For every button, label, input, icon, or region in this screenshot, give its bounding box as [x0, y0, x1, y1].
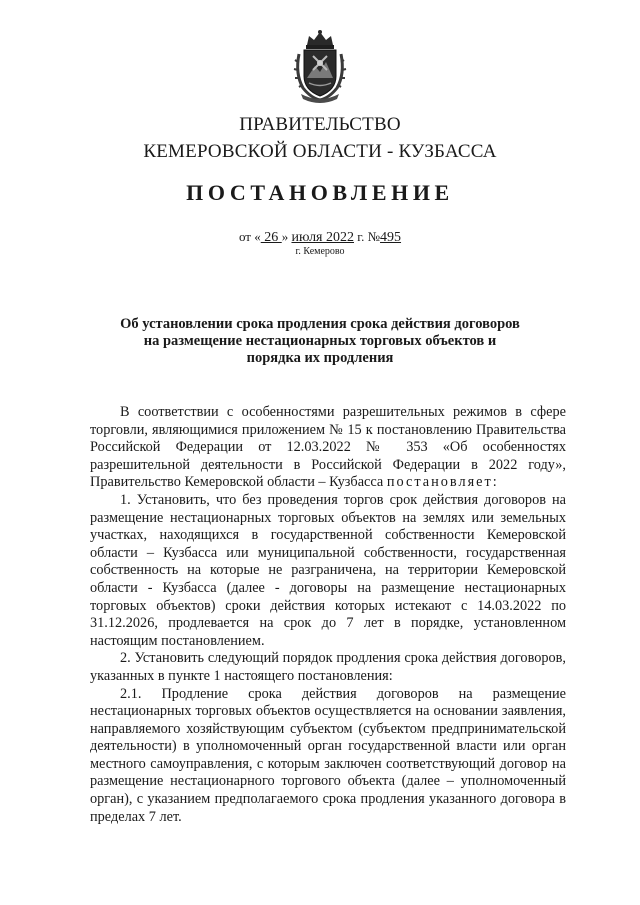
coat-of-arms-icon	[293, 28, 347, 103]
date-mid: »	[281, 229, 292, 244]
city-label: г. Кемерово	[295, 246, 345, 257]
paragraph-2: 2. Установить следующий порядок продления срока действия договоров, указанных в пункте 1 настоящего постановления:	[90, 650, 566, 684]
document-number: 495	[380, 230, 402, 245]
date-number-line	[0, 229, 640, 246]
date-month-year: июля 2022	[291, 230, 354, 245]
date-suffix: г. №	[354, 229, 381, 244]
intro-paragraph	[90, 404, 566, 492]
date-day: 26	[260, 230, 282, 245]
date-prefix: от «	[238, 229, 261, 244]
org-name-line1: ПРАВИТЕЛЬСТВО	[239, 114, 401, 135]
org-name-line2: КЕМЕРОВСКОЙ ОБЛАСТИ - КУЗБАССА	[143, 141, 497, 162]
intro-text: В соответствии с особенностями разрешительных режимов в сфере торговли, являющимися приложением № 15 к постановлению Правительства Российской Федерации от 12.03.2022 № 353 «Об особенностях разрешительной деятельности в Российской Федерации в 2022 году», Правительство Кемеровской области – Кузбасса	[90, 404, 566, 491]
document-body	[90, 404, 566, 826]
document-title: Об установлении срока продления срока действия договоров на размещение нестационарных торговых объектов и порядка их продления	[120, 316, 520, 366]
paragraph-2-1: 2.1. Продление срока действия договоров на размещение нестационарных торговых объектов осуществляется на основании заявления, направляемого хозяйствующим субъектом (субъектом предпринимательской деятельности) в уполномоченный орган государственной власти или орган местного самоуправления, с которым заключен соответствующий договор на размещение нестационарного торгового объекта (далее – уполномоченный орган), с указанием предполагаемого срока продления указанного договора в пределах 7 лет.	[90, 685, 566, 825]
document-type-heading: ПОСТАНОВЛЕНИЕ	[186, 180, 454, 205]
decree-word: постановляет:	[386, 474, 499, 491]
paragraph-1: 1. Установить, что без проведения торгов срок действия договоров на размещение нестационарных торговых объектов на землях или земельных участках, находящихся в государственной собственности Кемеровской области – Кузбасса или муниципальной собственности, государственная собственность на которые не разграничена, на территории Кемеровской области - Кузбасса (далее - договоры на размещение нестационарных торговых объектов) сроки действия которых истекают с 14.03.2022 по 31.12.2026, продлевается на срок до 7 лет в порядке, установленном настоящим постановлением.	[90, 491, 566, 649]
